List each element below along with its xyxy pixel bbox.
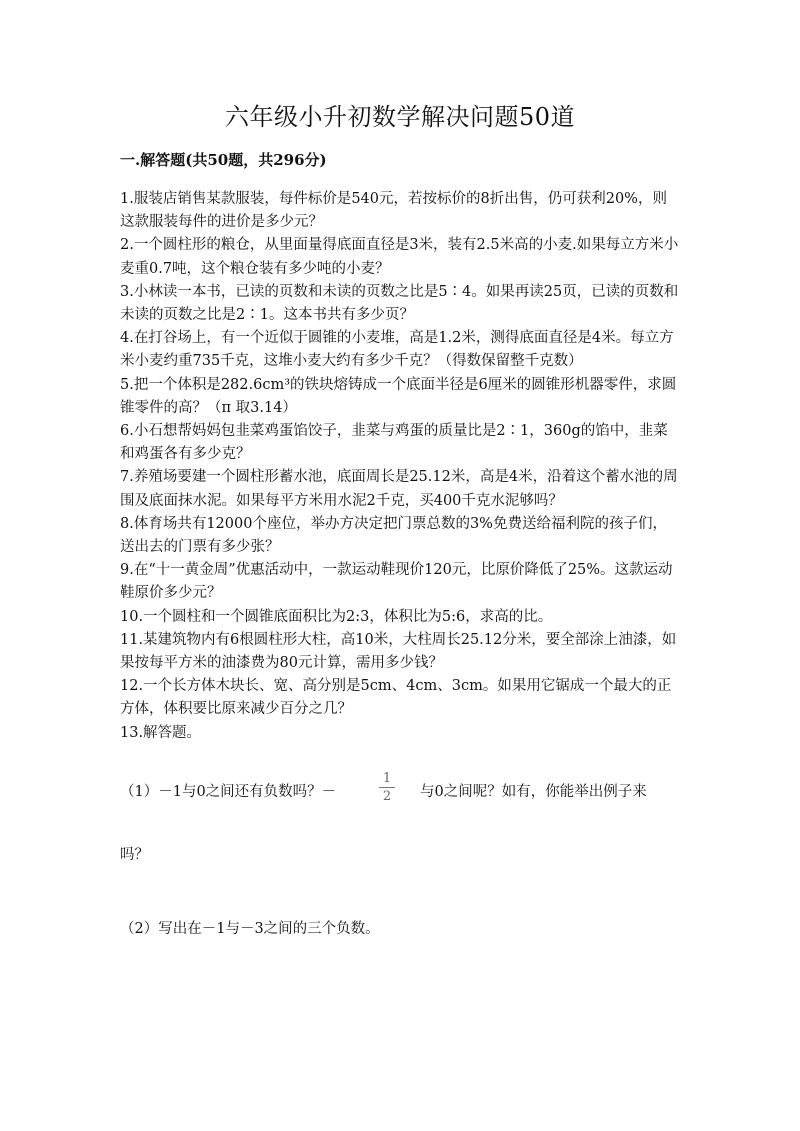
fraction-denominator: 2 <box>382 789 392 804</box>
question-item: 4.在打谷场上，有一个近似于圆锥的小麦堆，高是1.2米，测得底面直径是4米。每立方米小麦约重735千克，这堆小麦大约有多少千克？（得数保留整千克数） <box>120 330 674 370</box>
question-item: 7.养殖场要建一个圆柱形蓄水池，底面周长是25.12米，高是4米，沿着这个蓄水池的周围及底面抹水泥。如果每平方米用水泥2千克，买400千克水泥够吗？ <box>120 469 678 509</box>
question-item: 1.服装店销售某款服装，每件标价是540元，若按标价的8折出售，仍可获利20%，则这款服装每件的进价是多少元？ <box>120 191 667 231</box>
question-item: 12.一个长方体木块长、宽、高分别是5cm、4cm、3cm。如果用它锯成一个最大的正方体，体积要比原来减少百分之几？ <box>120 678 672 718</box>
section-heading: 一.解答题(共50题，共296分) <box>120 151 327 169</box>
sub-question-1-text-start: （1）－1与0之间还有负数吗？－ <box>120 784 337 800</box>
question-item: 13.解答题。 <box>120 724 202 741</box>
question-item: 10.一个圆柱和一个圆锥底面积比为2:3，体积比为5:6，求高的比。 <box>120 608 553 625</box>
question-item: 2.一个圆柱形的粮仓，从里面量得底面直径是3米，装有2.5米高的小麦.如果每立方米小麦重0.7吨，这个粮仓装有多少吨的小麦？ <box>120 237 679 277</box>
fraction-bar <box>379 787 395 788</box>
question-item: 8.体育场共有12000个座位，举办方决定把门票总数的3%免费送给福利院的孩子们，送出去的门票有多少张？ <box>120 515 667 556</box>
question-item: 9.在“十一黄金周”优惠活动中，一款运动鞋现价120元，比原价降低了25%。这款运动鞋原价多少元？ <box>120 562 673 602</box>
question-item: 3.小林读一本书，已读的页数和未读的页数之比是5∶4。如果再读25页，已读的页数和未读的页数之比是2∶1。这本书共有多少页？ <box>120 283 679 324</box>
sub-question-1-continuation: 吗？ <box>120 847 149 863</box>
question-item: 11.某建筑物内有6根圆柱形大柱，高10米，大柱周长25.12分米，要全部涂上油漆，如果按每平方米的油漆费为80元计算，需用多少钱？ <box>120 631 677 672</box>
sub-question-1 <box>120 771 680 810</box>
page-title: 六年级小升初数学解决问题50道 <box>224 103 576 131</box>
question-item: 5.把一个体积是282.6cm³的铁块熔铸成一个底面半径是6厘米的圆锥形机器零件，求圆锥零件的高？（π 取3.14） <box>120 376 677 416</box>
question-list <box>120 188 680 745</box>
question-item: 6.小石想帮妈妈包韭菜鸡蛋馅饺子，韭菜与鸡蛋的质量比是2∶1，360g的馅中，韭菜和鸡蛋各有多少克？ <box>120 423 668 463</box>
fraction-one-half <box>379 771 395 804</box>
sub-question-2: （2）写出在－1与－3之间的三个负数。 <box>120 921 380 937</box>
sub-question-1-text-end: 与0之间呢？如有，你能举出例子来 <box>420 784 647 800</box>
fraction-numerator: 1 <box>382 771 392 786</box>
